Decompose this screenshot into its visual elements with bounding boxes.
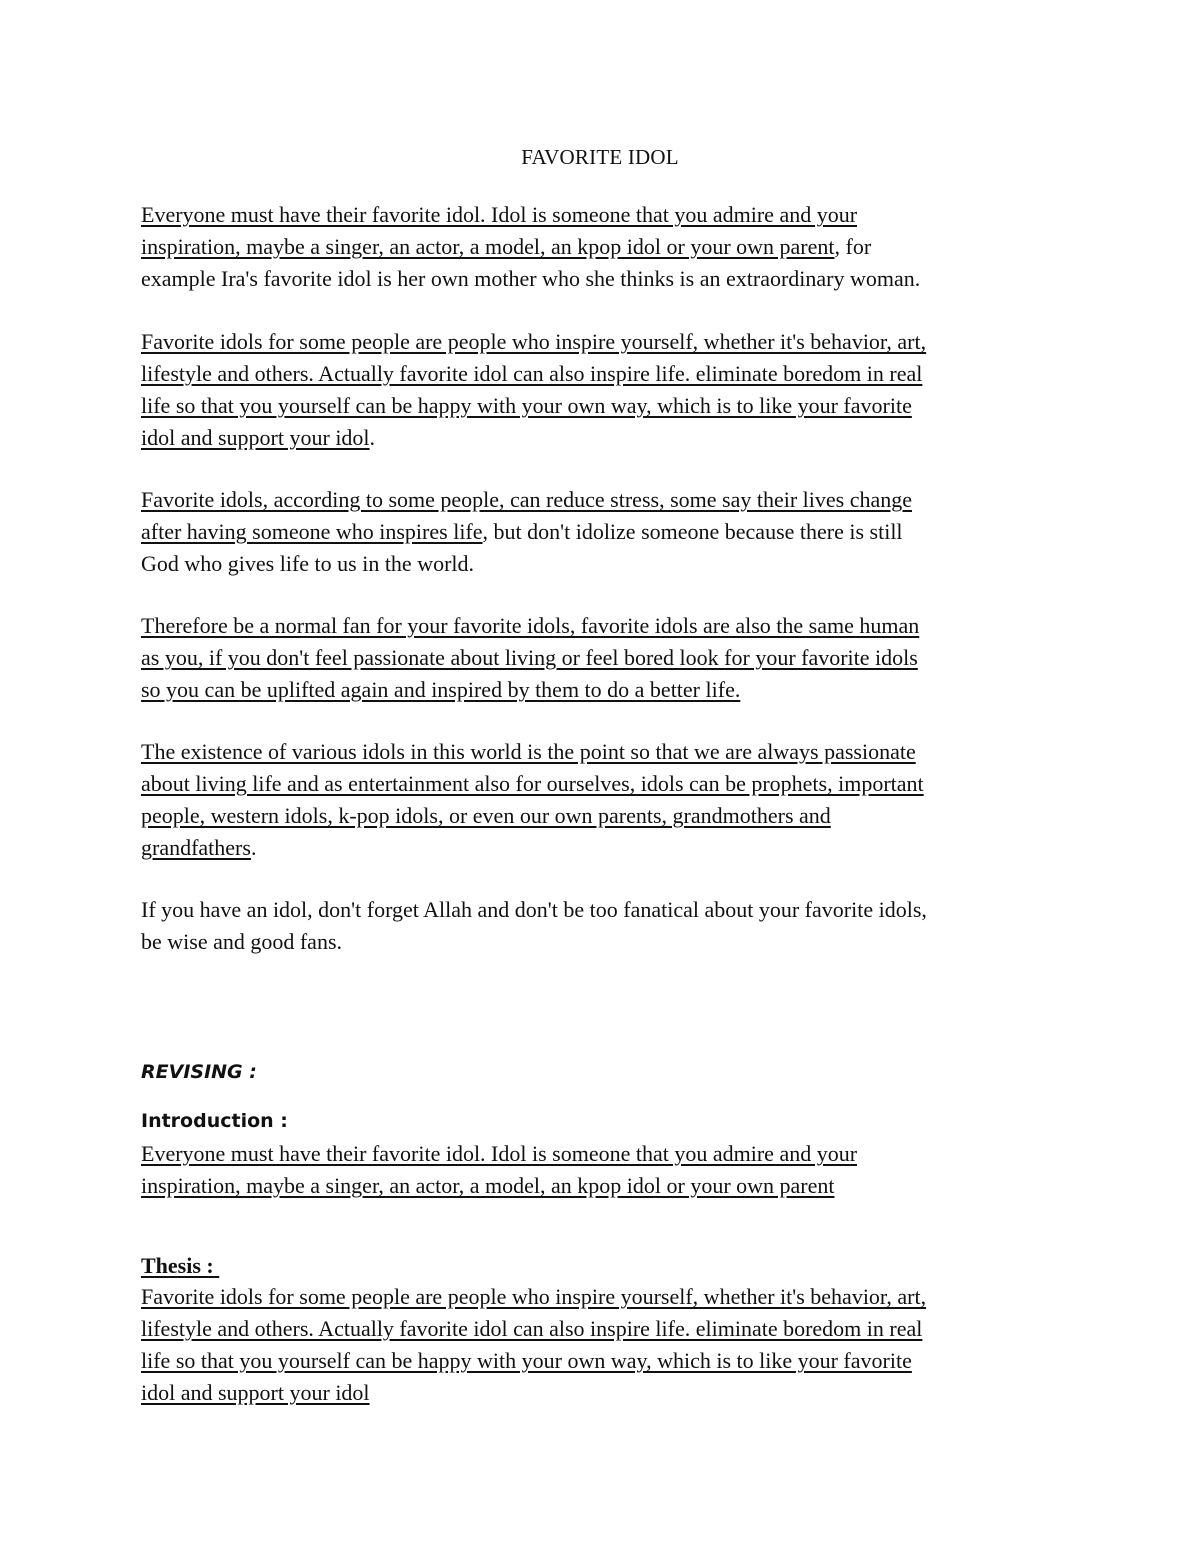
introduction-heading: Introduction : [141,1110,288,1132]
plain-text: . [250,835,257,860]
paragraph-line [141,1281,1081,1313]
paragraph-line [141,548,1081,580]
underlined-text: Everyone must have their favorite idol. Idol is someone that you admire and your [141,202,858,227]
paragraph-line [141,736,1081,768]
paragraph-line [141,1345,1081,1377]
paragraph-line [141,516,1081,548]
paragraph-line [141,484,1081,516]
paragraph-line [141,1138,1081,1170]
underlined-text: people, western idols, k-pop idols, or even our own parents, grandmothers and [141,803,831,828]
paragraph-line [141,263,1081,295]
underlined-text: life so that you yourself can be happy with your own way, which is to like your favorite [141,393,912,418]
underlined-text: Favorite idols for some people are people who inspire yourself, whether it's behavior, art, [141,329,927,354]
paragraph-line [141,358,1081,390]
paragraph-line [141,674,1081,706]
paragraph-1 [141,199,1081,295]
underlined-text: idol and support your idol [141,1380,370,1405]
underlined-text: idol and support your idol [141,425,370,450]
paragraph-line [141,768,1081,800]
plain-text: God who gives life to us in the world. [141,551,475,576]
paragraph-line [141,832,1081,864]
thesis-text [141,1281,1081,1409]
paragraph-6 [141,894,1081,958]
underlined-text: lifestyle and others. Actually favorite idol can also inspire life. eliminate boredom in real [141,1316,923,1341]
paragraph-line [141,610,1081,642]
paragraph-line [141,926,1081,958]
paragraph-4 [141,610,1081,706]
paragraph-line [141,231,1081,263]
paragraph-line [141,1313,1081,1345]
underlined-text: Favorite idols, according to some people, can reduce stress, some say their lives change [141,487,912,512]
underlined-text: grandfathers [141,835,251,860]
plain-text: , for [834,234,872,259]
plain-text: example Ira's favorite idol is her own mother who she thinks is an extraordinary woman. [141,266,921,291]
paragraph-line [141,894,1081,926]
underlined-text: after having someone who inspires life [141,519,483,544]
plain-text: If you have an idol, don't forget Allah and don't be too fanatical about your favorite idols, [141,897,927,922]
underlined-text: inspiration, maybe a singer, an actor, a model, an kpop idol or your own parent [141,1173,835,1198]
underlined-text: lifestyle and others. Actually favorite idol can also inspire life. eliminate boredom in real [141,361,923,386]
underlined-text: Therefore be a normal fan for your favorite idols, favorite idols are also the same human [141,613,920,638]
underlined-text: Favorite idols for some people are people who inspire yourself, whether it's behavior, art, [141,1284,927,1309]
plain-text: . [369,425,376,450]
introduction-text [141,1138,1081,1202]
underlined-text: as you, if you don't feel passionate about living or feel bored look for your favorite idols [141,645,918,670]
underlined-text: inspiration, maybe a singer, an actor, a model, an kpop idol or your own parent [141,234,835,259]
paragraph-line [141,390,1081,422]
paragraph-3 [141,484,1081,580]
paragraph-line [141,326,1081,358]
paragraph-5 [141,736,1081,864]
paragraph-line [141,199,1081,231]
paragraph-line [141,642,1081,674]
thesis-heading: Thesis : [141,1253,220,1278]
plain-text: be wise and good fans. [141,929,343,954]
underlined-text: The existence of various idols in this world is the point so that we are always passionate [141,739,916,764]
paragraph-line [141,1377,1081,1409]
underlined-text: life so that you yourself can be happy with your own way, which is to like your favorite [141,1348,912,1373]
paragraph-line [141,1170,1081,1202]
paragraph-line [141,422,1081,454]
underlined-text: Everyone must have their favorite idol. Idol is someone that you admire and your [141,1141,858,1166]
paragraph-2 [141,326,1081,454]
plain-text: , but don't idolize someone because there is still [482,519,903,544]
underlined-text: about living life and as entertainment also for ourselves, idols can be prophets, important [141,771,924,796]
underlined-text: so you can be uplifted again and inspired by them to do a better life. [141,677,741,702]
revising-heading: REVISING : [141,1061,257,1083]
document-title: FAVORITE IDOL [521,145,679,169]
paragraph-line [141,800,1081,832]
